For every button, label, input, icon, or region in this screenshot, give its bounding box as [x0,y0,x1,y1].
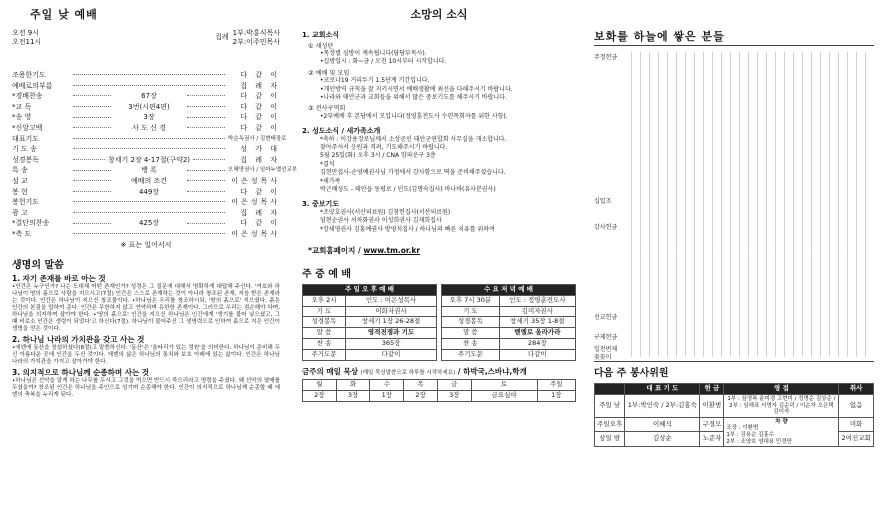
order-person: 박순옥권사 / 김현태장로 [228,135,287,142]
order-label: *교 독 [12,102,32,111]
chapter-cell: 1장 [370,390,404,401]
devotion-heading [302,367,576,377]
news-title: 소망의 소식 [410,8,468,21]
order-person: 이은성목사 [231,177,280,185]
news-body [302,31,576,234]
order-label: 조용한기도 [12,71,46,80]
row-label: 기 도 [442,306,500,317]
service-lead: 인도 : 정영훈전도사 [499,295,575,306]
order-row [12,102,280,113]
row-value: 365장 [346,338,437,349]
order-label: 설 교 [12,177,28,185]
order-person: 다 같 이 [240,92,280,101]
service-name: 주일 낮 [595,394,625,417]
order-label: 특 송 [12,166,28,175]
leader-label: 집례 [215,33,229,42]
row-value: 284장 [499,338,575,349]
news-line: *조양호권사(서산의료원) 김창헌집사(서산의료원) [320,208,451,216]
day-cell: 금 [437,380,471,391]
order-dots [73,179,111,181]
row-value: 이화자권사 [346,306,437,317]
worship-times [12,29,41,46]
order-person: 다 같 이 [240,113,280,122]
news-line: •십방일시 : 화~금 / 오전 10시부터 시작합니다. [320,58,447,66]
order-content: 창세기 2장 4-17절(구약2) [107,155,191,164]
chapters-row [303,390,576,401]
volunteer-title: 다음 주 봉사위원 [594,368,669,380]
service-name: 주 일 오 후 예 배 [303,284,437,295]
donation-category-label: 감사헌금 [594,224,618,232]
table-row [442,338,576,349]
order-row [12,229,280,240]
news-line: 김현만집사-순영예권사님 가정에서 감사함으로 떡을 준비해주셨습니다. [320,169,506,177]
table-row [442,328,576,339]
order-label: 예배로의부름 [12,81,53,90]
order-person: 집 례 자 [240,208,280,217]
order-label: 기 도 송 [12,145,37,154]
order-content: 예배의 조건 [130,177,168,185]
sermon [12,260,280,399]
order-person: 다 같 이 [240,219,280,228]
day-cell: 월 [303,380,337,391]
row-value: 창세기 35장 1-8절 [499,317,575,328]
volunteer-header-row [595,384,874,395]
order-dots [73,200,225,202]
order-label: 광 고 [12,208,28,217]
days-row [303,380,576,391]
news-line: 5월 25일(화) 오후 3시 / CNA 맘파운구 3층 [320,152,436,160]
news-section-heading: 1. 교회소식 [302,31,340,40]
donor-list [594,46,874,362]
sermon-heading: 2. 하나님 나라의 가치관을 갖고 사는 것 [12,334,145,344]
order-dots [73,94,111,96]
chapter-cell: 3장 [437,390,471,401]
wednesday-service-table [441,284,576,361]
worship-column [0,0,298,529]
order-dots [73,73,225,75]
service-time: 오후 2시 [303,295,346,306]
news-line: 박근배성도 - 태안읍 동평로 / 인도(김명숙집사) 바나바(유사분권사) [320,185,496,193]
news-line: *장세영권사 김홍예권사 방영석집사 / 하나님의 빠른 치유를 위하여 [320,225,495,233]
sermon-heading: 1. 자기 존재를 바로 아는 것 [12,273,106,283]
order-content: 사 도 신 경 [132,124,166,133]
blank-header [595,384,625,395]
row-label: 성경봉독 [442,317,500,328]
row-label: 성경봉독 [303,317,346,328]
donation-category-label: 십일조 [594,198,612,206]
order-dots [187,222,225,224]
service-name: 삼일 밤 [595,432,625,447]
order-content: 3장 [143,113,155,122]
donation-category-label: 선교헌금 [594,314,618,322]
prayer-person: 김상순 [625,432,700,447]
order-label: *결단의찬송 [12,219,50,228]
news-item-title: ② 예배 및 모임 [308,69,350,77]
time-row [442,295,576,306]
row-label: 말 씀 [303,328,346,339]
car-label: 차 량 [775,418,788,425]
day-cell: 주일 [537,380,575,391]
table-header-row [442,284,576,295]
order-dots [73,232,225,234]
news-line: *축하 : 이강용장로님께서 소상공인 태안군연합회 사무실을 개소합니다. [320,135,507,143]
sermon-text: •하나님은 선악을 알게 하는 나무를 두시고 그것을 먹으면 반드시 죽으리라고 명령을 주셨다. 왜 선악의 열매를 두셨을까? 창조된 인간은 하나님을 주인으로 섬기며 순종해야 한다. 인간이 의지적으로 하나님께 순종할 때 에덴의 축복을 누리게 된다. [12,377,280,398]
chapter-cell: 1장 [537,390,575,401]
volunteer-header: 헌 금 [700,384,724,395]
order-dots [187,105,225,107]
volunteer-header: 취사 [839,384,874,395]
chapter-cell: 3장 [336,390,370,401]
offering-person: 노준자 [700,432,724,447]
row-label: 기 도 [303,306,346,317]
order-dots [187,179,225,181]
news-section-heading: 2. 성도소식 / 새가족소개 [302,127,381,136]
order-row [12,165,298,176]
order-row [12,176,280,187]
time-row [303,295,437,306]
order-person: 다 같 이 [240,102,280,111]
worship-order [12,70,298,240]
order-person: 오혜영권사 / 임마누엘선교부 [228,167,298,174]
table-row [303,349,437,360]
order-dots [73,222,111,224]
order-dots [187,116,225,118]
volunteer-row [595,417,874,432]
standing-note: ※ 표는 일어서서 [120,241,172,250]
order-row [12,134,287,145]
order-content: 67장 [141,92,157,101]
service-name: 주일오후 [595,417,625,432]
order-dots [73,211,225,213]
time-1: 오전 9시 [12,29,39,38]
news-item-title: ③ 전사구역회 [308,105,346,113]
car-cell [724,417,839,446]
donation-category-label: 일천번제 [594,346,618,354]
news-line: •목장별 심방이 계속됩니다(담당부목사). [320,50,427,58]
day-cell: 화 [336,380,370,391]
cook-cell: 2여선교회 [839,432,874,447]
order-content: 3번(시편4편) [128,102,170,111]
news-line: •개인방역 규칙을 잘 지키시면서 예배생활에 최선을 다해주시기 바랍니다. [320,85,513,93]
donor-names-block [630,52,874,357]
donation-title: 보화를 하늘에 쌓은 분들 [594,30,874,46]
donation-column [588,0,880,529]
order-dots [73,190,111,192]
day-cell: 수 [370,380,404,391]
row-value: 벧엘로 올라가라 [499,328,575,339]
order-row [12,218,280,229]
order-row [12,197,280,208]
table-row [303,317,437,328]
order-dots [73,84,225,86]
devotion-table [302,379,576,402]
sermon-title: 생명의 말씀 [12,259,64,271]
order-content: 449장 [138,187,160,196]
order-dots [73,158,105,160]
news-line: •2부예배 후 본당에서 모입니다(정영훈전도사 수련목회자를 위한 사항). [320,112,508,120]
chapter-cell: 금요심야 [471,390,537,401]
order-dots [73,137,225,139]
row-label: 찬 송 [303,338,346,349]
order-dots [73,126,111,128]
order-label: *경배찬송 [12,92,43,101]
order-person: 집 례 자 [240,155,281,164]
day-cell: 토 [471,380,537,391]
news-item-title: ① 새성탄 [308,42,334,50]
service-time: 오후 7시 30분 [442,295,500,306]
chapter-cell: 2장 [303,390,337,401]
leader-1: 1부:박홍식목사 [232,29,280,38]
table-row [303,328,437,339]
row-value: 다같이 [499,349,575,360]
order-dots [187,169,225,171]
news-column [296,0,582,529]
news-line: •코로나19 거리두기 1.5단계 기간입니다. [320,77,430,85]
order-dots [187,190,225,192]
donation-category-label: 구제헌금 [594,334,618,342]
order-row [12,208,280,219]
volunteer-table [594,383,874,447]
table-row [303,306,437,317]
order-person: 성 가 대 [240,145,280,154]
afternoon-service-table [302,284,437,361]
news-line: *결석 [320,160,335,168]
volunteer-row [595,394,874,417]
order-label: *신앙고백 [12,124,43,133]
order-row [12,81,280,92]
devotion-title: 금주의 매일 묵상 [302,366,358,376]
row-value: 창세기 1장 26-28절 [346,317,437,328]
order-row [12,112,280,123]
row-label: 주기도문 [303,349,346,360]
order-label: *송 영 [12,113,32,122]
homepage-link[interactable]: www.tm.or.kr [363,245,421,255]
service-lead: 인도 : 이은성목사 [346,295,437,306]
order-dots [73,169,111,171]
row-value: 김미자권사 [499,306,575,317]
weekly-tables [302,284,576,361]
order-row [12,187,280,198]
greeter-list: 1부 : 심영복 윤미경 고현미 / 정명순 김상순 / 2부 : 임해표 서명자 김순덕 / 이순자 오은택 김미자 [724,394,839,417]
day-cell: 목 [404,380,438,391]
leader-2: 2부:이주민목사 [232,37,280,46]
row-value: 다같이 [346,349,437,360]
order-label: 봉헌기도 [12,198,40,207]
offering-person: 이환범 [700,394,724,417]
worship-title: 주일 낮 예배 [30,8,98,21]
sermon-heading: 3. 의지적으로 하나님께 순종하며 사는 것 [12,367,150,377]
row-label: 주기도문 [442,349,500,360]
devotion-suffix: / 하박국,스바냐,학개 [457,366,527,376]
homepage-label: *교회홈페이지 / [308,245,361,255]
worship-leaders [215,29,280,46]
sermon-text: •인간은 누구인가? 나는 도대체 어떤 존재인가? 성경은 그 질문에 대해서 명확하게 대답해 주신다. '여호와 하나님이 땅의 흙으로 사람을 지으시고(7절) 인간은 스스로 존재하는 것이 아니라 창조된 존재, 지음 받은 존재라는 것이다. 인간은 하나님이 지으신 창조물이다. •하나님은 우리를 창조하시되, '땅의 흙으로' 지으셨다. 흙은 인간의 본질을 말하여 준다. 인간은 무한하지 않고 연약하며 유한한 존재이다. 그러므로 우리는 겸손해야 하며, 하나님을 의지하며 살아야 한다. •'땅의 흙으로' 인간을 지으신 하나님은 인간에게 '생기를 불어 넣으셨고, 그 때 비로소 인간은 생령이 되었다'고 하신다(7절). 하나님이 불어주신 그 생명력으로 인하여 흙으로 지은 인간이 생명을 얻은 것이다. [12,283,280,332]
cook-cell: 없음 [839,394,874,417]
order-dots [193,158,225,160]
order-label: 성경봉독 [12,155,40,164]
car-line: 1부 : 김용순 김홍수 [726,431,775,438]
row-value: 영적전쟁과 기도 [346,328,437,339]
volunteer-header: 대 표 기 도 [625,384,700,395]
time-2: 오전11시 [12,37,42,46]
order-row [12,123,280,134]
donation-category-label: 주정헌금 [594,54,618,62]
sermon-text: •에덴에 동산을 창설하셨다(8절)고 말씀하신다. '동산'은 '울타리가 있는 정원'을 의미한다. 하나님이 준비해 두신 아름다운 곳에 인간을 두신 것이다. 에덴의 삶은 하나님의 통치와 보호 아래에 있는 삶이다. 인간은 하나님 나라의 가치관을 가지고 살아가야 한다. [12,344,280,365]
prayer-person: 1부:박인숙 / 2부:김홍숙 [625,394,700,417]
table-row [442,317,576,328]
order-label: *축 도 [12,229,32,238]
mihwa-label: 미화 [839,417,874,432]
order-person: 이은성목사 [231,229,280,238]
news-line: •나라와 태안군과 교회들을 위해서 많은 중보기도를 해주시기 바랍니다. [320,94,507,102]
order-person: 다 같 이 [240,187,280,196]
order-content: 425장 [138,219,160,228]
order-dots [73,147,225,149]
order-dots [187,126,225,128]
weekly-title: 주 중 예 배 [302,268,352,280]
row-label: 찬 송 [442,338,500,349]
order-row [12,144,280,155]
news-line: 찾아주셔서 응원과 격려, 기도해주시기 바랍니다. [320,144,448,152]
offering-person: 구경모 [700,417,724,432]
donation-category-label: 꽃꽂이 [594,354,612,362]
order-label: 대표기도 [12,134,40,143]
table-row [442,349,576,360]
chapter-cell: 2장 [404,390,438,401]
table-row [442,306,576,317]
order-content: 뱅 록 [141,166,157,175]
prayer-person: 이혜석 [625,417,700,432]
order-dots [187,94,225,96]
car-line: 2부 : 조양호 염대용 민경만 [726,438,792,445]
order-row [12,91,280,102]
order-person: 집 례 자 [240,81,280,90]
news-line: 임현순권사 서차화권사 이성희권사 김재희집사 [320,217,442,225]
order-person: 다 같 이 [240,71,280,80]
order-person: 이은성목사 [231,198,280,207]
order-label: 봉 헌 [12,187,28,196]
order-row [12,70,280,81]
table-row [303,338,437,349]
order-person: 다 같 이 [240,124,280,133]
volunteer-header: 영 접 [724,384,839,395]
row-label: 말 씀 [442,328,500,339]
devotion-subtitle: (매일 묵상말씀으로 하루를 시작하세요) [360,369,456,376]
news-line: *새가족 [320,177,341,185]
order-dots [73,116,111,118]
news-section-heading: 3. 중보기도 [302,200,340,209]
car-line: 조장 : 이환범 [726,425,759,432]
service-name: 수 요 저 녁 예 배 [442,284,576,295]
order-dots [73,105,111,107]
table-header-row [303,284,437,295]
homepage [308,246,576,255]
order-row [12,155,280,166]
